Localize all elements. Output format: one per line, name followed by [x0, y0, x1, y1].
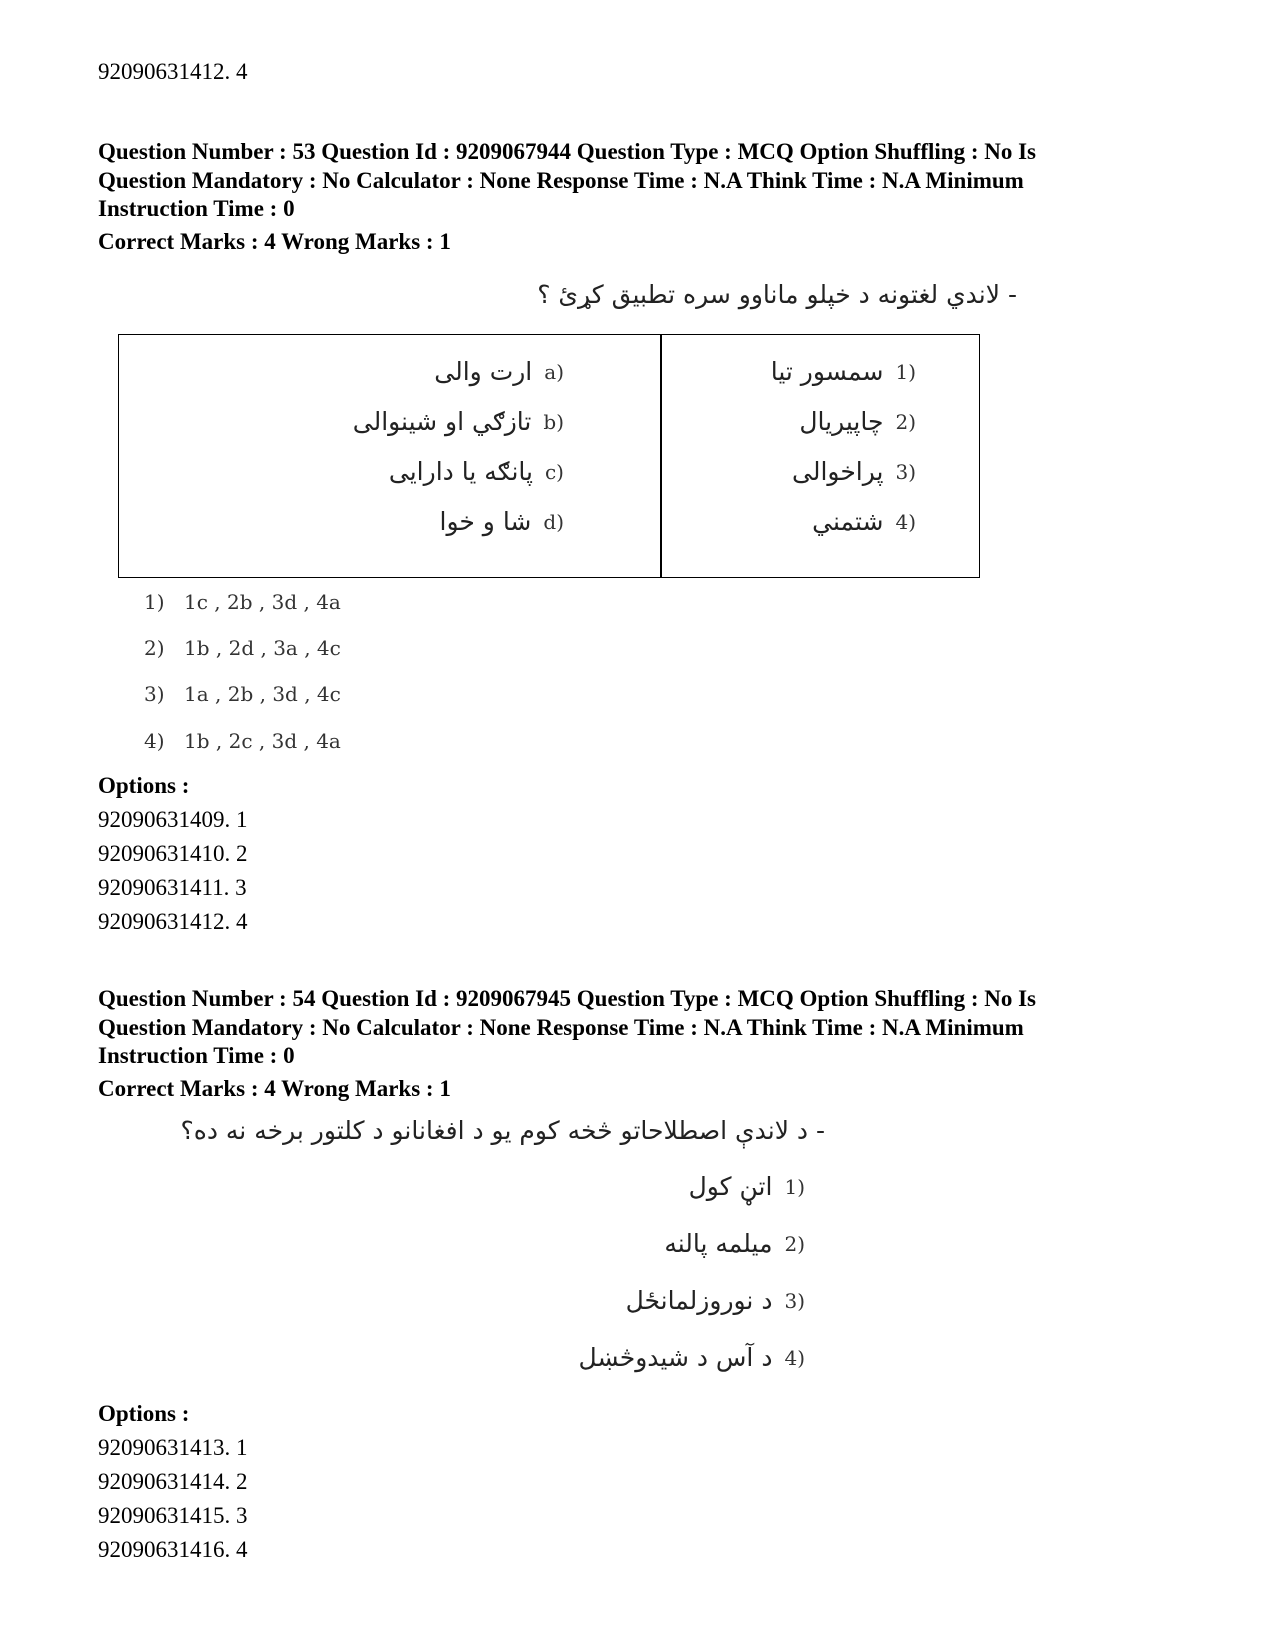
- q54-option-id-3: 92090631415. 3: [98, 1503, 248, 1528]
- right-cell-text: شتمني: [812, 507, 884, 536]
- left-cell-d: [440, 507, 564, 536]
- q53-choice-4: [144, 729, 341, 753]
- choice-text: د نوروزلمانځل: [625, 1286, 773, 1315]
- choice-text: د آس د شیدوڅښل: [578, 1343, 773, 1372]
- right-cell-text: پراخوالی: [792, 457, 884, 486]
- q53-match-table: [118, 334, 980, 578]
- left-cell-text: شا و خوا: [439, 507, 532, 536]
- right-cell-4: [812, 507, 916, 536]
- left-cell-key: a): [544, 359, 564, 384]
- left-cell-text: ارت والی: [434, 357, 533, 386]
- choice-key: 1): [784, 1174, 805, 1199]
- left-cell-key: c): [544, 459, 564, 484]
- q54-meta-line-3: Instruction Time : 0: [98, 1043, 295, 1068]
- left-cell-key: d): [543, 509, 564, 534]
- table-divider: [660, 335, 662, 577]
- choice-text: 1b , 2c , 3d , 4a: [184, 729, 341, 753]
- right-cell-text: چاپیریال: [799, 407, 884, 436]
- left-cell-b: [353, 407, 564, 436]
- left-cell-key: b): [543, 409, 564, 434]
- choice-text: اتڼ کول: [688, 1172, 773, 1201]
- q54-choice-1: [689, 1172, 805, 1201]
- choice-text: میلمه پالنه: [664, 1229, 773, 1258]
- right-cell-key: 3): [895, 459, 916, 484]
- right-cell-2: [799, 407, 916, 436]
- q53-option-id-4: 92090631412. 4: [98, 909, 248, 934]
- q54-meta-line-2: Question Mandatory : No Calculator : None Response Time : N.A Think Time : N.A Minimum: [98, 1014, 1024, 1040]
- q53-meta-line-3: Instruction Time : 0: [98, 196, 295, 221]
- q53-metadata: [98, 138, 1118, 224]
- right-cell-text: سمسور تیا: [770, 357, 884, 386]
- previous-option-line: 92090631412. 4: [98, 59, 248, 84]
- q53-meta-line-1: Question Number : 53 Question Id : 9209067944 Question Type : MCQ Option Shuffling : No Is: [98, 139, 1037, 164]
- left-cell-text: پانګه یا دارایی: [388, 457, 533, 486]
- left-cell-text: تازګي او شینوالی: [352, 407, 532, 436]
- q53-marks: Correct Marks : 4 Wrong Marks : 1: [98, 229, 451, 254]
- right-cell-key: 4): [895, 509, 916, 534]
- choice-text: 1a , 2b , 3d , 4c: [184, 682, 341, 706]
- right-cell-3: [792, 457, 916, 486]
- left-cell-a: [434, 357, 564, 386]
- right-cell-1: [771, 357, 916, 386]
- q54-option-id-2: 92090631414. 2: [98, 1469, 248, 1494]
- q53-option-id-3: 92090631411. 3: [98, 875, 247, 900]
- q54-options-label: Options :: [98, 1401, 190, 1426]
- choice-key: 3): [784, 1288, 805, 1313]
- choice-key: 2): [784, 1231, 805, 1256]
- q53-option-id-1: 92090631409. 1: [98, 807, 248, 832]
- choice-key: 4): [784, 1345, 805, 1370]
- q54-option-id-4: 92090631416. 4: [98, 1537, 248, 1562]
- q54-prompt: - د لاندې اصطلاحاتو څخه کوم یو د افغانانو د کلتور برخه نه ده؟: [180, 1116, 825, 1145]
- left-cell-c: [389, 457, 564, 486]
- q54-option-id-1: 92090631413. 1: [98, 1435, 248, 1460]
- q53-prompt: - لاندي لغتونه د خپلو ماناوو سره تطبیق کړئ ؟: [537, 280, 1017, 309]
- q53-option-id-2: 92090631410. 2: [98, 841, 248, 866]
- q54-marks: Correct Marks : 4 Wrong Marks : 1: [98, 1076, 451, 1101]
- q54-meta-line-1: Question Number : 54 Question Id : 9209067945 Question Type : MCQ Option Shuffling : No Is: [98, 986, 1037, 1011]
- q53-choice-3: [144, 682, 341, 706]
- q53-choice-1: [144, 590, 341, 614]
- right-cell-key: 1): [895, 359, 916, 384]
- right-cell-key: 2): [895, 409, 916, 434]
- choice-text: 1b , 2d , 3a , 4c: [184, 636, 341, 660]
- choice-number: 4): [144, 729, 165, 753]
- choice-number: 1): [144, 590, 165, 614]
- q53-choice-2: [144, 636, 341, 660]
- q53-meta-line-2: Question Mandatory : No Calculator : None Response Time : N.A Think Time : N.A Minimum: [98, 167, 1024, 193]
- q54-choice-4: [579, 1343, 805, 1372]
- q54-choice-2: [664, 1229, 805, 1258]
- q54-choice-3: [626, 1286, 805, 1315]
- q54-metadata: [98, 985, 1118, 1071]
- q53-options-label: Options :: [98, 773, 190, 798]
- choice-number: 2): [144, 636, 165, 660]
- choice-number: 3): [144, 682, 165, 706]
- choice-text: 1c , 2b , 3d , 4a: [184, 590, 341, 614]
